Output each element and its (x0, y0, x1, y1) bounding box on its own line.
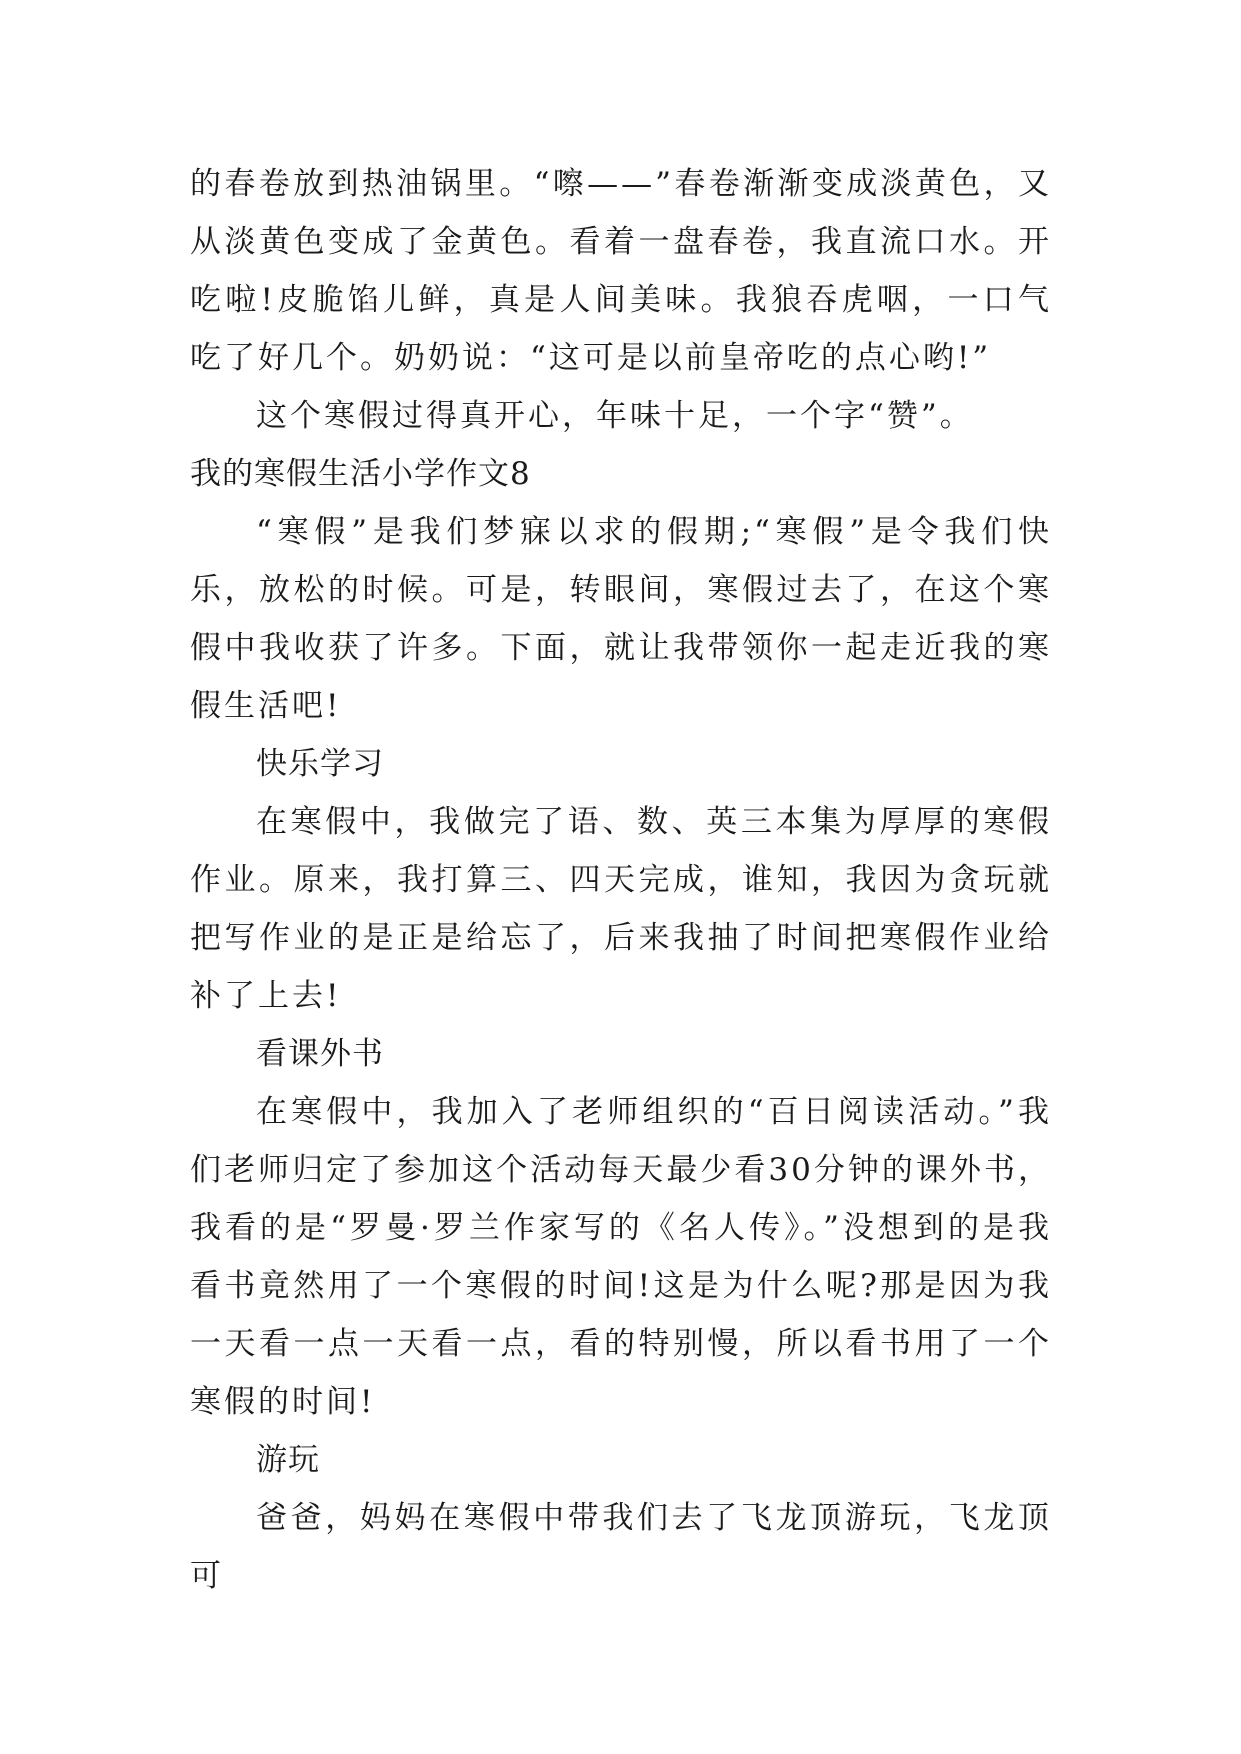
paragraph-travel: 爸爸，妈妈在寒假中带我们去了飞龙顶游玩，飞龙顶可 (190, 1500, 1052, 1594)
essay-title: 我的寒假生活小学作文8 (190, 456, 531, 492)
paragraph-reading: 在寒假中，我加入了老师组织的“百日阅读活动。”我们老师归定了参加这个活动每天最少看30分钟的课外书，我看的是“罗曼·罗兰作家写的《名人传》。”没想到的是我看书竟然用了一个寒假的时间!这是为什么呢?那是因为我一天看一点一天看一点，看的特别慢，所以看书用了一个寒假的时间! (190, 1094, 1052, 1420)
paragraph-spring-rolls: 的春卷放到热油锅里。“嚓——”春卷渐渐变成淡黄色，又从淡黄色变成了金黄色。看着一盘春卷，我直流口水。开吃啦!皮脆馅儿鲜，真是人间美味。我狼吞虎咽，一口气吃了好几个。奶奶说：“这可是以前皇帝吃的点心哟!” (190, 166, 1052, 376)
paragraph-conclusion: 这个寒假过得真开心，年味十足，一个字“赞”。 (256, 398, 974, 434)
section-heading-reading: 看课外书 (256, 1036, 384, 1072)
section-heading-travel: 游玩 (256, 1442, 320, 1478)
document-page (190, 155, 1052, 1605)
paragraph-intro: “寒假”是我们梦寐以求的假期;“寒假”是令我们快乐，放松的时候。可是，转眼间，寒假过去了，在这个寒假中我收获了许多。下面，就让我带领你一起走近我的寒假生活吧! (190, 514, 1052, 724)
section-heading-study: 快乐学习 (256, 746, 384, 782)
paragraph-study: 在寒假中，我做完了语、数、英三本集为厚厚的寒假作业。原来，我打算三、四天完成，谁知，我因为贪玩就把写作业的是正是给忘了，后来我抽了时间把寒假作业给补了上去! (190, 804, 1052, 1014)
